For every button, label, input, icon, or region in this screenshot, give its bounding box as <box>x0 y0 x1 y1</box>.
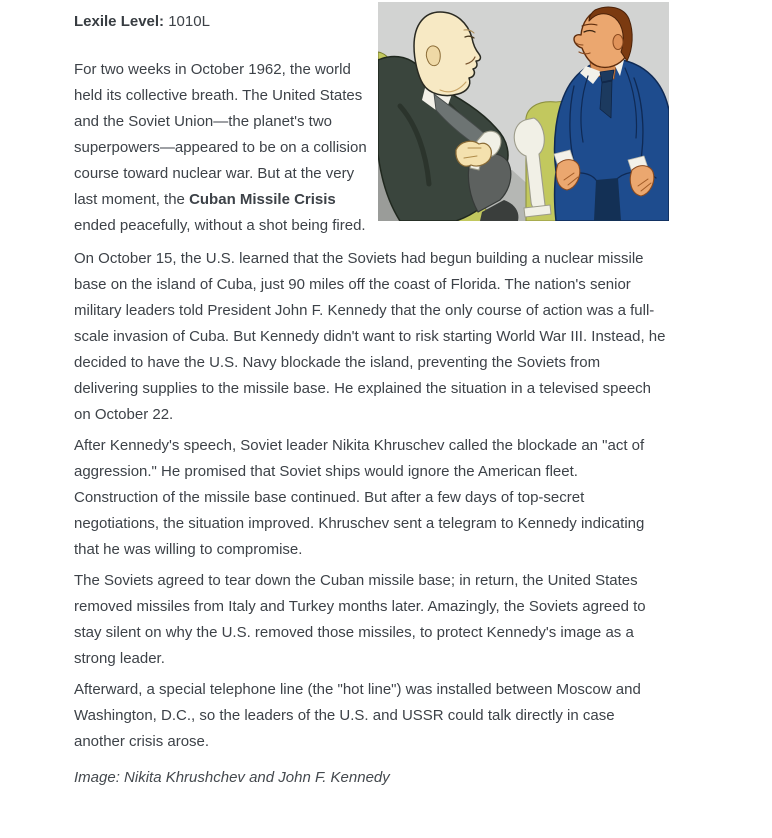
khrushchev-hands <box>456 141 491 166</box>
paragraph-khruschev-response: After Kennedy's speech, Soviet leader Nikita Khruschev called the blockade an "act of aggression." He promised that Soviet ships would ignore the American fleet. Construction of the missile base continued. But after a few days of top-secret negotiations, the situation improved. Khruschev sent a telegram to Kennedy indicating that he was willing to compromise. <box>74 437 645 558</box>
image-caption: Image: Nikita Khrushchev and John F. Kennedy <box>74 769 390 786</box>
lexile-level-label: Lexile Level: <box>74 13 165 30</box>
paragraph-agreement: The Soviets agreed to tear down the Cuban missile base; in return, the United States removed missiles from Italy and Turkey months later. Amazingly, the Soviets agreed to stay silent on why the U.S. removed those missiles, to protect Kennedy's image as a strong leader. <box>74 572 646 667</box>
kennedy-ear <box>613 35 623 50</box>
paragraph-october-15: On October 15, the U.S. learned that the Soviets had begun building a nuclear missile base on the island of Cuba, just 90 miles off the coast of Florida. The nation's senior military leaders told President John F. Kennedy that the only course of action was a full-scale invasion of Cuba. But Kennedy didn't want to risk starting World War III. Instead, he decided to have the U.S. Navy blockade the island, preventing the Soviets from delivering supplies to the missile base. He explained the situation in a televised speech on October 22. <box>74 250 666 423</box>
paragraph-intro-text-before: For two weeks in October 1962, the world held its collective breath. The United States and the Soviet Union—the planet's two superpowers—appeared to be on a collision course toward nuclear war. But at the very last moment, the <box>74 61 367 208</box>
paragraph-intro-text-after: ended peacefully, without a shot being fired. <box>74 217 366 234</box>
cuban-missile-crisis-bold-term: Cuban Missile Crisis <box>189 191 336 208</box>
khrushchev-kennedy-illustration <box>378 2 669 221</box>
khrushchev-ear <box>426 46 440 66</box>
article-figure <box>378 2 669 221</box>
paragraph-intro <box>74 57 370 239</box>
article-content <box>74 0 670 791</box>
lexile-level-value: 1010L <box>168 13 210 30</box>
paragraph-hot-line: Afterward, a special telephone line (the "hot line") was installed between Moscow and Washington, D.C., so the leaders of the U.S. and USSR could talk directly in case another crisis arose. <box>74 681 641 750</box>
article-top-section <box>74 9 670 241</box>
